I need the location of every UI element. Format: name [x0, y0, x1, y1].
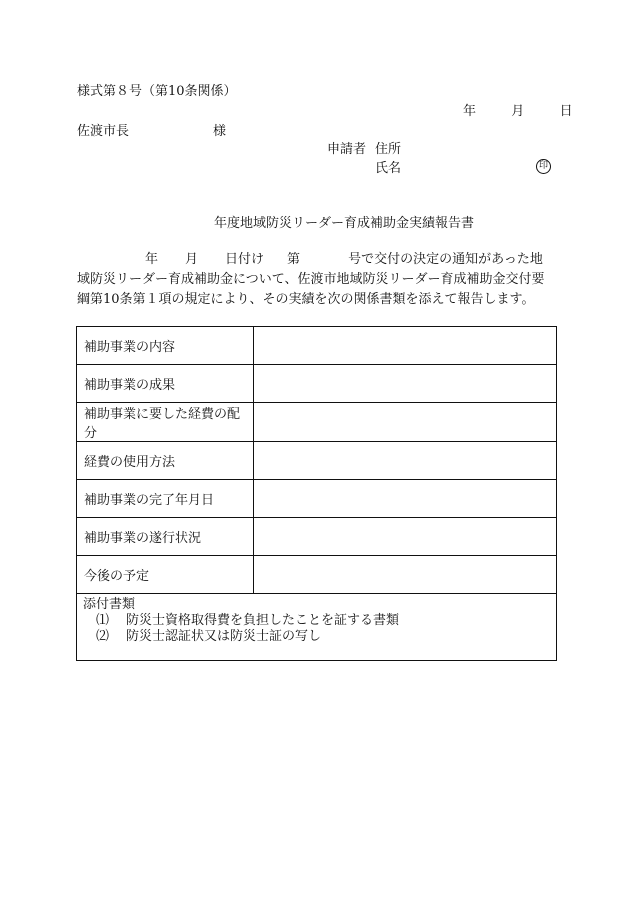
applicant-label: 申請者 — [327, 142, 367, 157]
report-body — [77, 250, 555, 310]
row-label: 今後の予定 — [77, 556, 254, 594]
row-value[interactable] — [254, 365, 557, 403]
row-label: 経費の使用方法 — [77, 442, 254, 480]
row-label: 補助事業の遂行状況 — [77, 518, 254, 556]
date-year: 年 — [463, 104, 477, 119]
row-value[interactable] — [254, 518, 557, 556]
table-row — [77, 327, 557, 365]
attachments-heading: 添付書類 — [83, 597, 136, 612]
table-row — [77, 480, 557, 518]
body-dai: 第 — [287, 252, 301, 267]
row-label: 補助事業の完了年月日 — [77, 480, 254, 518]
document-title: 年度地域防災リーダー育成補助金実績報告書 — [214, 216, 475, 231]
report-table — [76, 326, 557, 661]
row-label: 補助事業の成果 — [77, 365, 254, 403]
address-label: 住所 — [375, 142, 402, 157]
attachment-item — [83, 613, 550, 629]
applicant-address-line — [327, 142, 402, 158]
table-row — [77, 403, 557, 442]
table-row — [77, 442, 557, 480]
addressee-line — [77, 124, 227, 140]
date-line — [463, 104, 573, 120]
body-year: 年 — [145, 252, 159, 267]
form-number: 様式第８号（第10条関係） — [77, 84, 237, 99]
table-row — [77, 365, 557, 403]
body-month: 月 — [185, 252, 199, 267]
attachment-text: 防災士認証状又は防災士証の写し — [126, 629, 322, 644]
body-text: 号で交付の決定の通知があった地域防災リーダー育成補助金について、佐渡市地域防災リーダー育成補助金交付要綱第10条第１項の規定により、その実績を次の関係書類を添えて報告します。 — [77, 252, 545, 307]
row-label: 補助事業に要した経費の配分 — [77, 403, 254, 442]
row-label: 補助事業の内容 — [77, 327, 254, 365]
date-month: 月 — [511, 104, 525, 119]
attachment-item — [83, 629, 550, 645]
date-day: 日 — [559, 104, 573, 119]
seal-mark: 印 — [536, 159, 551, 174]
honorific: 様 — [213, 124, 227, 139]
name-label: 氏名 — [375, 161, 402, 176]
attachment-number: ⑵ — [96, 629, 110, 644]
attachment-number: ⑴ — [96, 613, 110, 628]
addressee: 佐渡市長 — [77, 124, 130, 139]
table-row — [77, 556, 557, 594]
row-value[interactable] — [254, 556, 557, 594]
attachments-cell — [77, 594, 557, 661]
body-day-dated: 日付け — [225, 252, 265, 267]
row-value[interactable] — [254, 480, 557, 518]
row-value[interactable] — [254, 327, 557, 365]
attachments-row — [77, 594, 557, 661]
row-value[interactable] — [254, 403, 557, 442]
table-row — [77, 518, 557, 556]
attachment-text: 防災士資格取得費を負担したことを証する書類 — [126, 613, 400, 628]
row-value[interactable] — [254, 442, 557, 480]
